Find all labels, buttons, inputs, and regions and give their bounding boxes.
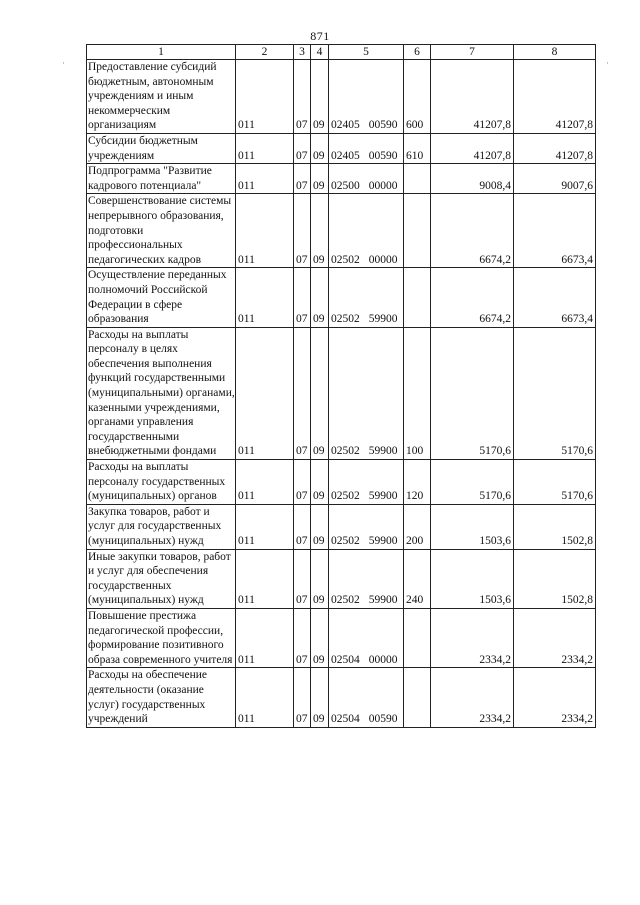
amount-year-2: 6673,4 [514,268,596,327]
section-code: 07 [294,460,311,505]
subsection-code: 09 [311,194,329,268]
column-header: 3 [294,45,311,60]
admin-code: 011 [236,133,294,163]
section-code: 07 [294,668,311,727]
table-row [87,549,596,608]
amount-year-1: 6674,2 [431,194,514,268]
amount-year-2: 5170,6 [514,327,596,459]
admin-code: 011 [236,60,294,134]
expense-type-code: 100 [404,327,431,459]
target-article-code [329,327,404,459]
table-row [87,668,596,727]
table-row [87,327,596,459]
subsection-code: 09 [311,133,329,163]
amount-year-1: 41207,8 [431,133,514,163]
csr-direction: 00590 [368,119,398,132]
expense-type-code [404,268,431,327]
amount-year-1: 41207,8 [431,60,514,134]
table-row [87,194,596,268]
csr-direction: 59900 [368,313,398,326]
admin-code: 011 [236,504,294,549]
csr-direction: 59900 [368,535,398,547]
amount-year-1: 5170,6 [431,327,514,459]
table-row [87,608,596,667]
csr-program: 02405 [331,149,360,162]
column-header: 5 [329,45,404,60]
item-name: Расходы на выплаты персоналу государственных (муниципальных) органов [87,460,236,505]
item-name: Подпрограмма "Развитие кадрового потенциала" [87,164,236,194]
amount-year-1: 9008,4 [431,164,514,194]
expense-type-code: 200 [404,504,431,549]
column-header: 6 [404,45,431,60]
section-code: 07 [294,608,311,667]
section-code: 07 [294,268,311,327]
amount-year-1: 5170,6 [431,460,514,505]
table-row [87,164,596,194]
expense-type-code: 120 [404,460,431,505]
amount-year-2: 5170,6 [514,460,596,505]
item-name: Иные закупки товаров, работ и услуг для обеспечения государственных (муниципальных) нужд [87,549,236,608]
csr-program: 02502 [331,535,360,547]
column-header: 7 [431,45,514,60]
admin-code: 011 [236,608,294,667]
amount-year-2: 1502,8 [514,549,596,608]
table-row [87,60,596,134]
csr-program: 02502 [331,594,360,607]
item-name: Субсидии бюджетным учреждениям [87,133,236,163]
page-number: 871 [310,29,330,43]
target-article-code [329,504,404,549]
amount-year-2: 9007,6 [514,164,596,194]
subsection-code: 09 [311,327,329,459]
amount-year-2: 6673,4 [514,194,596,268]
target-article-code [329,133,404,163]
target-article-code [329,194,404,268]
target-article-code [329,268,404,327]
scan-speck: · [606,58,609,68]
admin-code: 011 [236,164,294,194]
csr-direction: 59900 [368,445,398,458]
section-code: 07 [294,133,311,163]
csr-direction: 59900 [368,490,398,503]
expense-type-code [404,194,431,268]
amount-year-1: 2334,2 [431,608,514,667]
target-article-code [329,608,404,667]
expense-type-code [404,608,431,667]
target-article-code [329,549,404,608]
item-name: Предоставление субсидий бюджетным, автономным учреждениям и иным некоммерческим организациям [87,60,236,134]
subsection-code: 09 [311,504,329,549]
amount-year-2: 1502,8 [514,504,596,549]
column-header: 1 [87,45,236,60]
section-code: 07 [294,504,311,549]
amount-year-2: 41207,8 [514,60,596,134]
table-row [87,504,596,549]
subsection-code: 09 [311,608,329,667]
table-row [87,460,596,505]
csr-program: 02405 [331,119,360,132]
target-article-code [329,668,404,727]
csr-program: 02502 [331,253,360,266]
subsection-code: 09 [311,60,329,134]
amount-year-2: 2334,2 [514,668,596,727]
section-code: 07 [294,327,311,459]
budget-table [86,44,596,728]
subsection-code: 09 [311,668,329,727]
csr-program: 02502 [331,490,360,503]
expense-type-code: 240 [404,549,431,608]
item-name: Осуществление переданных полномочий Российской Федерации в сфере образования [87,268,236,327]
amount-year-1: 1503,6 [431,549,514,608]
csr-program: 02504 [331,713,360,726]
amount-year-1: 1503,6 [431,504,514,549]
admin-code: 011 [236,549,294,608]
column-number-row [87,45,596,60]
csr-program: 02502 [331,445,360,458]
table-row [87,268,596,327]
amount-year-2: 2334,2 [514,608,596,667]
csr-direction: 00590 [368,149,398,162]
csr-direction: 00590 [368,713,398,726]
table-body [87,45,596,728]
section-code: 07 [294,164,311,194]
target-article-code [329,460,404,505]
csr-direction: 00000 [368,653,398,666]
admin-code: 011 [236,268,294,327]
expense-type-code [404,668,431,727]
admin-code: 011 [236,668,294,727]
admin-code: 011 [236,460,294,505]
section-code: 07 [294,60,311,134]
table-row [87,133,596,163]
csr-direction: 59900 [368,594,398,607]
admin-code: 011 [236,327,294,459]
csr-program: 02504 [331,653,360,666]
expense-type-code [404,164,431,194]
amount-year-1: 2334,2 [431,668,514,727]
item-name: Закупка товаров, работ и услуг для государственных (муниципальных) нужд [87,504,236,549]
csr-program: 02500 [331,179,360,192]
column-header: 4 [311,45,329,60]
subsection-code: 09 [311,549,329,608]
item-name: Совершенствование системы непрерывного образования, подготовки профессиональных педагогических кадров [87,194,236,268]
subsection-code: 09 [311,268,329,327]
subsection-code: 09 [311,460,329,505]
item-name: Расходы на обеспечение деятельности (оказание услуг) государственных учреждений [87,668,236,727]
csr-direction: 00000 [368,253,398,266]
column-header: 8 [514,45,596,60]
target-article-code [329,164,404,194]
csr-program: 02502 [331,313,360,326]
admin-code: 011 [236,194,294,268]
item-name: Расходы на выплаты персоналу в целях обеспечения выполнения функций государственными (муниципальными) органами, казенными учреждениями, органами управления государственными внебюджетными фондами [87,327,236,459]
column-header: 2 [236,45,294,60]
section-code: 07 [294,194,311,268]
scan-speck: · [62,58,65,68]
expense-type-code: 600 [404,60,431,134]
csr-direction: 00000 [368,179,398,192]
subsection-code: 09 [311,164,329,194]
target-article-code [329,60,404,134]
amount-year-1: 6674,2 [431,268,514,327]
item-name: Повышение престижа педагогической профессии, формирование позитивного образа современного учителя [87,608,236,667]
section-code: 07 [294,549,311,608]
amount-year-2: 41207,8 [514,133,596,163]
expense-type-code: 610 [404,133,431,163]
